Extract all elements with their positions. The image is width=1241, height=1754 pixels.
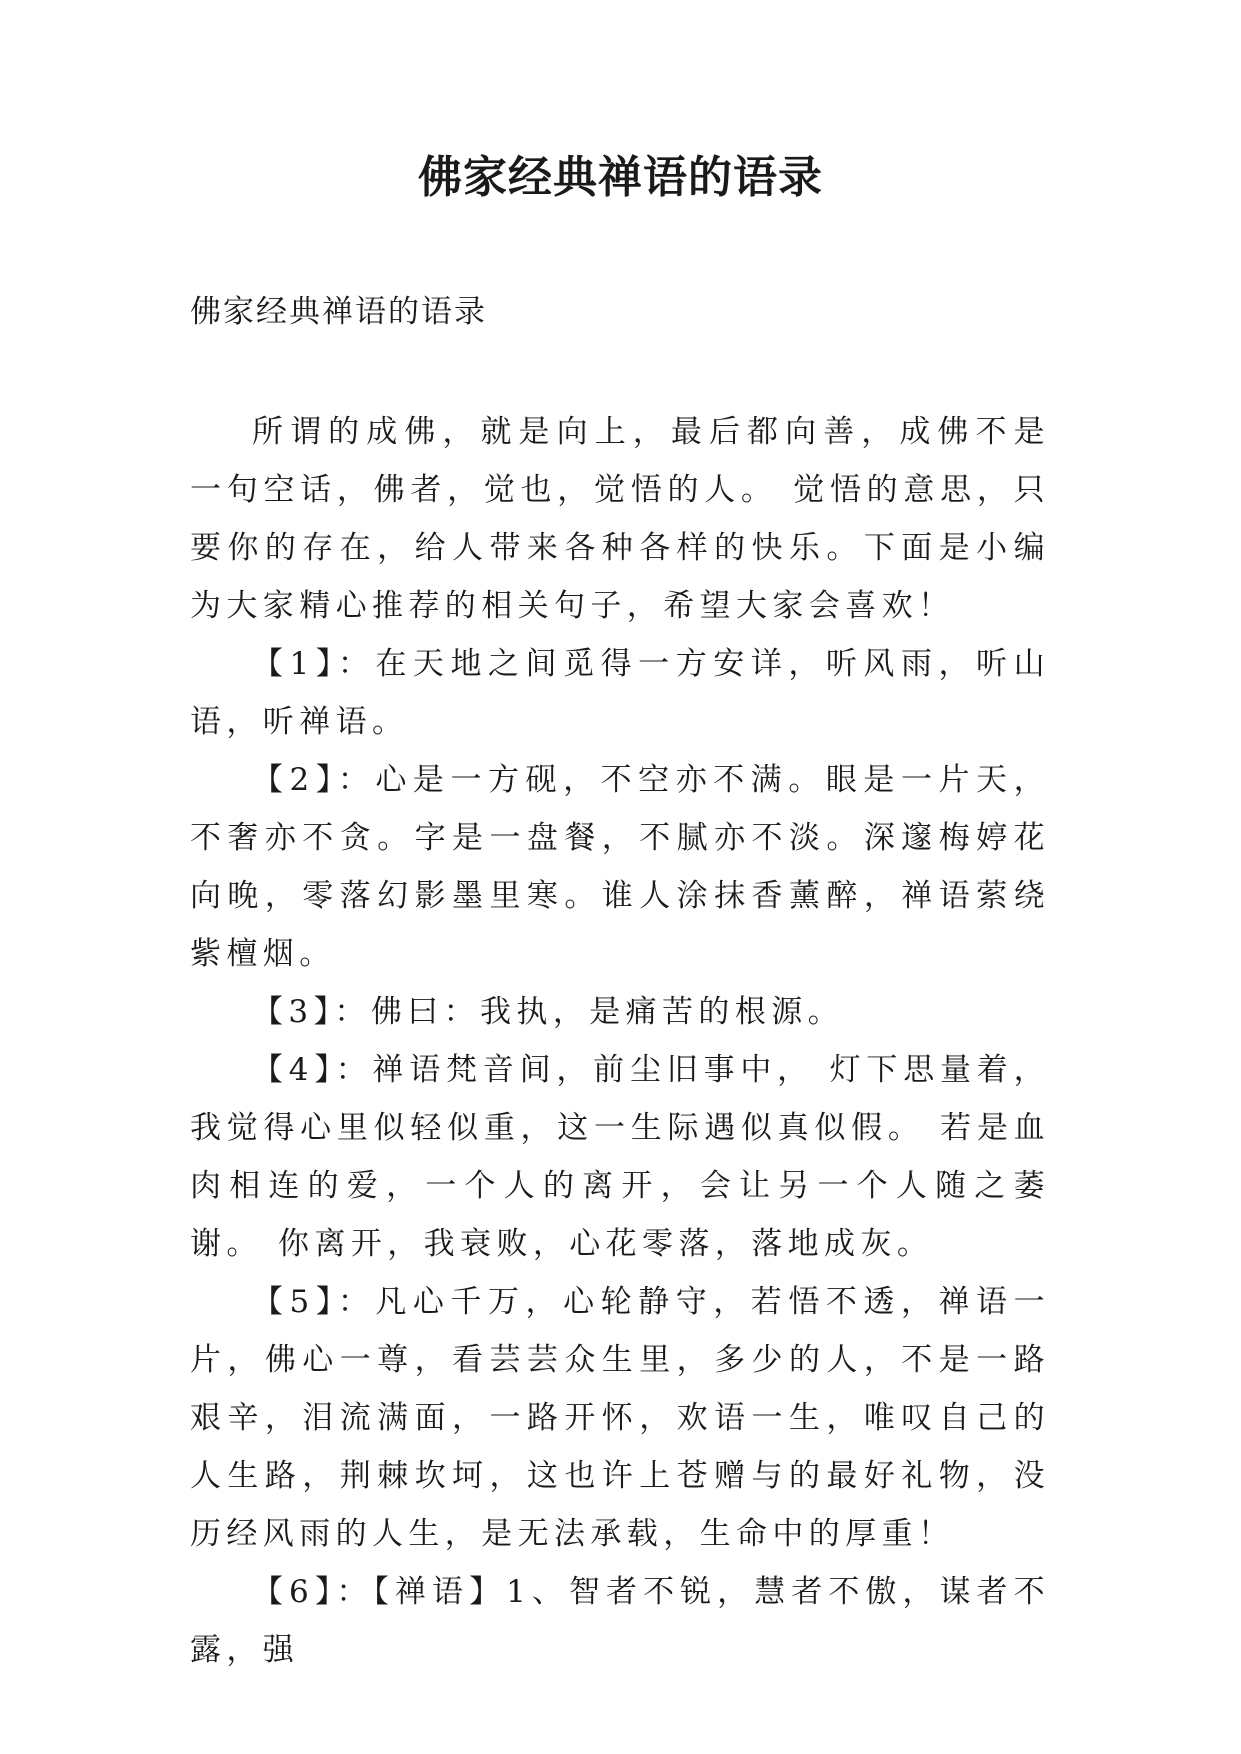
document-subtitle: 佛家经典禅语的语录 [190, 294, 487, 330]
paragraph-quote-4: 【4】：禅语梵音间，前尘旧事中， 灯下思量着，我觉得心里似轻似重，这一生际遇似真似假。 若是血肉相连的爱，一个人的离开，会让另一个人随之萎谢。 你离开，我衰败，心花零落，落地成灰。 [190, 1052, 1050, 1262]
paragraph-intro: 所谓的成佛，就是向上，最后都向善，成佛不是一句空话，佛者，觉也，觉悟的人。 觉悟的意思，只要你的存在，给人带来各种各样的快乐。下面是小编为大家精心推荐的相关句子，希望大家会喜欢！ [190, 414, 1050, 624]
paragraph-quote-2: 【2】：心是一方砚，不空亦不满。眼是一片天，不奢亦不贪。字是一盘餐，不腻亦不淡。深邃梅婷花向晚，零落幻影墨里寒。谁人涂抹香薰醉，禅语萦绕紫檀烟。 [190, 762, 1050, 972]
document-title: 佛家经典禅语的语录 [418, 152, 823, 203]
paragraph-quote-6: 【6】：【禅语】1、智者不锐，慧者不傲，谋者不露，强 [190, 1574, 1050, 1668]
document-body [190, 403, 1050, 1679]
paragraph-quote-5: 【5】：凡心千万，心轮静守，若悟不透，禅语一片，佛心一尊，看芸芸众生里，多少的人，不是一路艰辛，泪流满面，一路开怀，欢语一生，唯叹自己的人生路，荆棘坎坷，这也许上苍赠与的最好礼物，没历经风雨的人生，是无法承载，生命中的厚重！ [190, 1284, 1050, 1552]
paragraph-quote-1: 【1】：在天地之间觅得一方安详，听风雨，听山语，听禅语。 [190, 646, 1050, 740]
paragraph-quote-3: 【3】：佛曰：我执，是痛苦的根源。 [252, 994, 845, 1030]
